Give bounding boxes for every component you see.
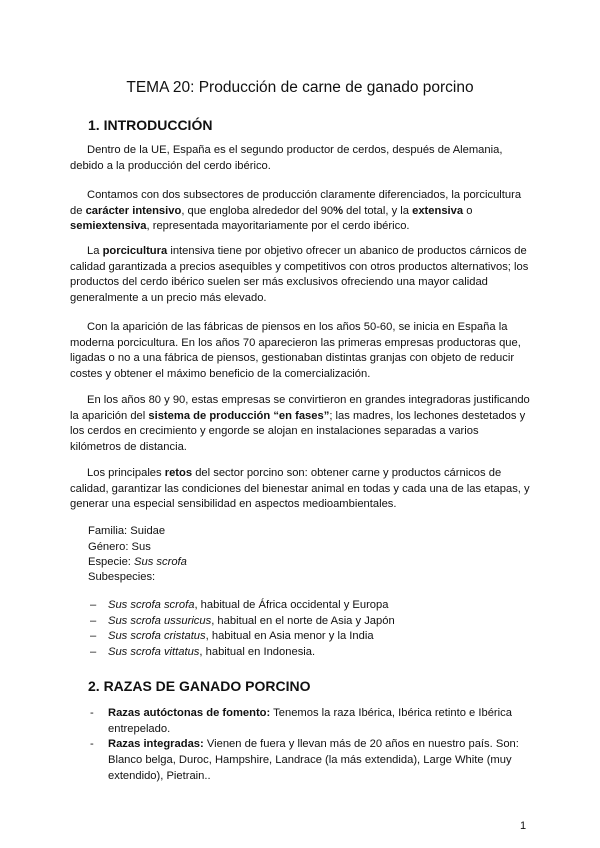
- list-item: – Sus scrofa vittatus, habitual en Indonesia.: [90, 646, 316, 659]
- subspecies-list: [88, 598, 528, 661]
- bold-term: porcicultura: [102, 245, 168, 257]
- bold-term: semiextensiva: [70, 220, 147, 233]
- breeds-list: [88, 706, 528, 785]
- list-item: – Sus scrofa cristatus, habitual en Asia menor y la India: [90, 630, 374, 643]
- page-number: 1: [520, 820, 527, 832]
- paragraph-intro-4: Con la aparición de las fábricas de piensos en los años 50-60, se inicia en España la moderna porcicultura. En los años 70 aparecieron las primeras empresas productoras que, ligadas o no a una fábrica de piensos, gestionaban distintas granjas con objeto de reducir costes y obtener el máximo beneficio de la comercialización.: [70, 321, 521, 381]
- taxonomy-genero: Género: Sus: [88, 541, 151, 553]
- list-item: - Razas autóctonas de fomento: Tenemos la raza Ibérica, Ibérica retinto e Ibérica entrepelado.: [90, 707, 512, 735]
- paragraph-intro-1: Dentro de la UE, España es el segundo productor de cerdos, después de Alemania, debido a la producción del cerdo ibérico.: [70, 144, 503, 172]
- paragraph-intro-2: Contamos con dos subsectores de producción claramente diferenciados, la porcicultura de carácter intensivo, que engloba alrededor del 90% del total, y la extensiva o semiextensiva, representada mayoritariamente por el cerdo ibérico.: [70, 189, 522, 233]
- bold-term: retos: [164, 467, 193, 479]
- paragraph-intro-5: En los años 80 y 90, estas empresas se convirtieron en grandes integradoras justificando la aparición del sistema de producción “en fases”; las madres, los lechones destetados y los cerdos en crecimiento y engorde se alojan en instalaciones separadas a varios kilómetros de distancia.: [70, 394, 530, 454]
- bold-term: carácter intensivo: [85, 204, 182, 217]
- bold-term: extensiva: [412, 204, 464, 217]
- list-item: – Sus scrofa scrofa, habitual de África occidental y Europa: [90, 599, 389, 611]
- taxonomy-familia: Familia: Suidae: [88, 525, 166, 537]
- paragraph-intro-6: Los principales retos del sector porcino son: obtener carne y productos cárnicos de calidad, garantizar las condiciones del bienestar animal en todas y cada una de las etapas, y generar una especial sensibilidad en aspectos medioambientales.: [70, 467, 530, 511]
- document-title: TEMA 20: Producción de carne de ganado porcino: [126, 79, 474, 96]
- bold-term: sistema de producción “en fases”: [148, 409, 330, 422]
- section-heading-razas: 2. RAZAS DE GANADO PORCINO: [88, 678, 311, 694]
- paragraph-intro-3: La porcicultura intensiva tiene por objetivo ofrecer un abanico de productos cárnicos de calidad garantizada a precios asequibles y competitivos con otros productos alternativos; los productos del cerdo ibérico suelen ser más exclusivos ofreciendo una mayor calidad generalmente a un precio más elevado.: [70, 245, 529, 305]
- list-item: - Razas integradas: Vienen de fuera y llevan más de 20 años en nuestro país. Son: Blanco belga, Duroc, Hampshire, Landrace (la más extendida), Large White (muy extendido), Pietrain..: [90, 738, 519, 782]
- list-item: – Sus scrofa ussuricus, habitual en el norte de Asia y Japón: [90, 614, 395, 627]
- section-heading-introduccion: 1. INTRODUCCIÓN: [88, 117, 213, 133]
- taxonomy-especie: Especie: Sus scrofa: [88, 556, 187, 568]
- taxonomy-subespecies: Subespecies:: [88, 571, 156, 583]
